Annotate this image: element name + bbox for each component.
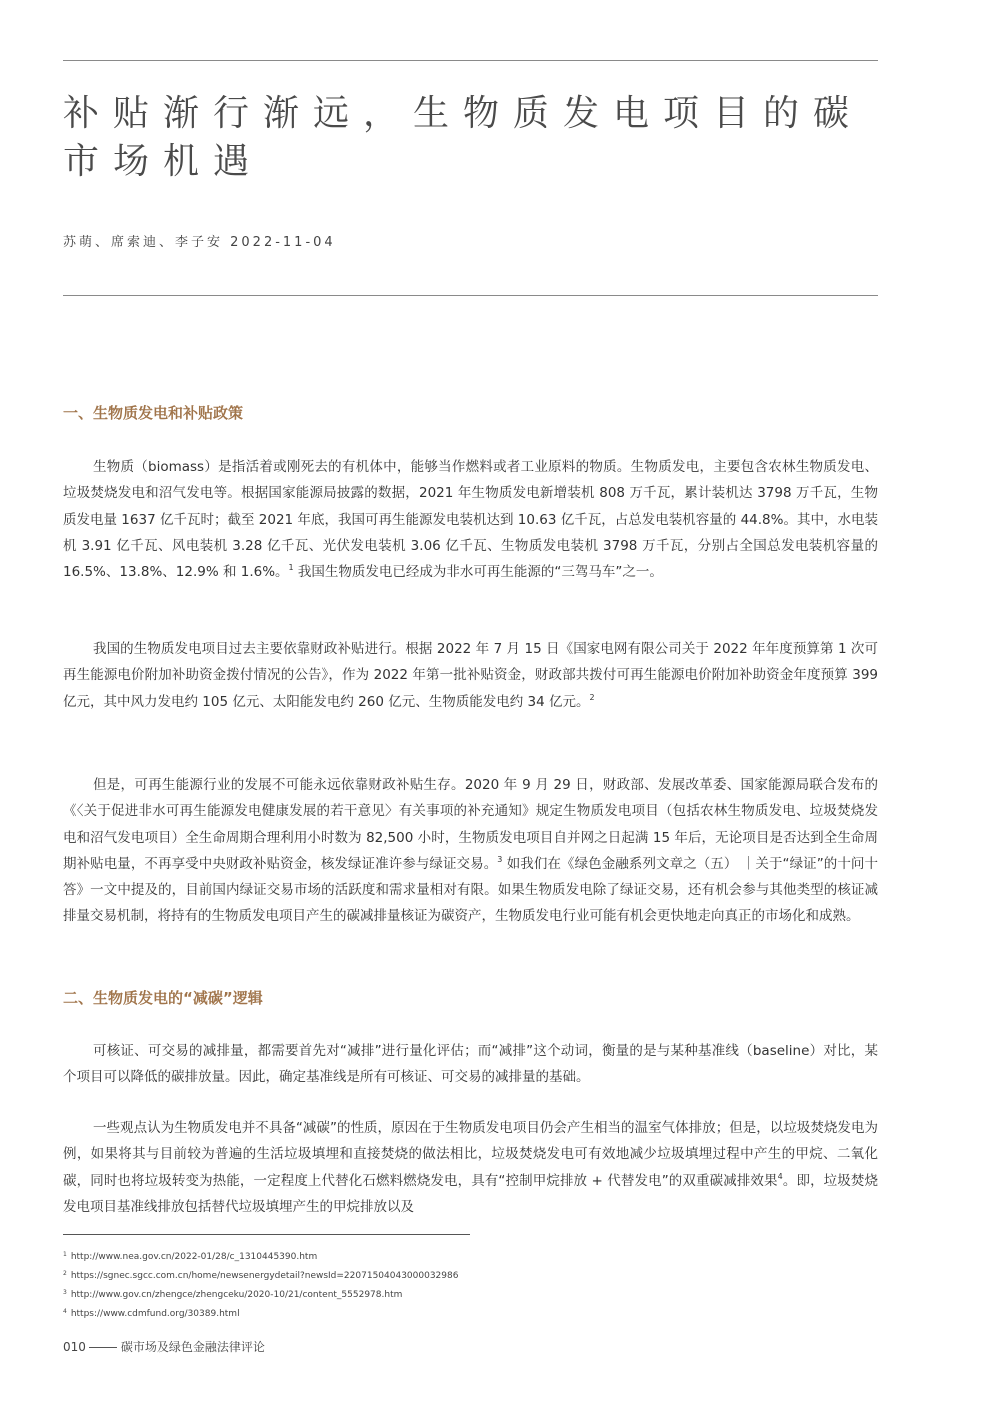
footnote-ref[interactable]: 3 (497, 854, 503, 864)
top-divider (63, 60, 878, 61)
footnote: $^2$ https://sgnec.sgcc.com.cn/home/newsenergydetail?newsId=22071504043000032986 (63, 1270, 459, 1281)
page-footer (63, 1338, 265, 1355)
footnote: $^1$ http://www.nea.gov.cn/2022-01/28/c_1310445390.htm (63, 1251, 318, 1262)
footnote-divider (63, 1234, 470, 1235)
footnote-ref[interactable]: 2 (589, 692, 595, 702)
publication-name: 碳市场及绿色金融法律评论 (120, 1340, 265, 1354)
footnote-ref[interactable]: 1 (288, 563, 294, 573)
paragraph: 但是，可再生能源行业的发展不可能永远依靠财政补贴生存。2020 年 9 月 29 日，财政部、发展改革委、国家能源局联合发布的《〈关于促进非水可再生能源发电健康发展的若干意见〉有关事项的补充通知》规定生物质发电项目（包括农林生物质发电、垃圾焚烧发电和沼气发电项目）全生命周期合理利用小时数为 82,500 小时，生物质发电项目自并网之日起满 15 年后，无论项目是否达到全生命周期补贴电量，不再享受中央财政补贴资金，核发绿证准许参与绿证交易。$^3$ 如我们在《绿色金融系列文章之（五） ｜关于“绿证”的十问十答》一文中提及的，目前国内绿证交易市场的活跃度和需求量相对有限。如果生物质发电除了绿证交易，还有机会参与其他类型的核证减排量交易机制，将持有的生物质发电项目产生的碳减排量核证为碳资产，生物质发电行业可能有机会更快地走向真正的市场化和成熟。 (63, 777, 879, 925)
footnote: $^4$ https://www.cdmfund.org/30389.html (63, 1308, 240, 1319)
paragraph: 我国的生物质发电项目过去主要依靠财政补贴进行。根据 2022 年 7 月 15 日《国家电网有限公司关于 2022 年年度预算第 1 次可再生能源电价附加补助资金拨付情况的公告》，作为 2022 年第一批补贴资金，财政部共拨付可再生能源电价附加补助资金年度预算 399 亿元，其中风力发电约 105 亿元、太阳能发电约 260 亿元、生物质能发电约 34 亿元。$^2$ (63, 641, 878, 710)
footnote-link[interactable]: https://www.cdmfund.org/30389.html (70, 1309, 240, 1319)
footnote-link[interactable]: http://www.gov.cn/zhengce/zhengceku/2020-10/21/content_5552978.htm (70, 1290, 403, 1300)
header-divider (63, 295, 878, 296)
page-number: 010 (63, 1340, 86, 1354)
section-heading: 二、生物质发电的“减碳”逻辑 (63, 989, 263, 1007)
paragraph: 可核证、可交易的减排量，都需要首先对“减排”进行量化评估；而“减排”这个动词，衡量的是与某种基准线（baseline）对比，某个项目可以降低的碳排放量。因此，确定基准线是所有可核证、可交易的减排量的基础。 (63, 1043, 878, 1086)
section-heading: 一、生物质发电和补贴政策 (63, 404, 244, 422)
footer-dash (89, 1347, 117, 1348)
article-title: 补贴渐行渐远，生物质发电项目的碳市场机遇 (63, 93, 864, 182)
article-byline: 苏萌、席索迪、李子安 2022-11-04 (63, 235, 336, 250)
paragraph: 生物质（biomass）是指活着或刚死去的有机体中，能够当作燃料或者工业原料的物质。生物质发电，主要包含农林生物质发电、垃圾焚烧发电和沼气发电等。根据国家能源局披露的数据，2021 年生物质发电新增装机 808 万千瓦，累计装机达 3798 万千瓦，生物质发电量 1637 亿千瓦时；截至 2021 年底，我国可再生能源发电装机达到 10.63 亿千瓦，占总发电装机容量的 44.8%。其中，水电装机 3.91 亿千瓦、风电装机 3.28 亿千瓦、光伏发电装机 3.06 亿千瓦、生物质发电装机 3798 万千瓦，分别占全国总发电装机容量的 16.5%、13.8%、12.9% 和 1.6%。$^1$ 我国生物质发电已经成为非水可再生能源的“三驾马车”之一。 (63, 459, 878, 581)
footnote: $^3$ http://www.gov.cn/zhengce/zhengceku/2020-10/21/content_5552978.htm (63, 1289, 403, 1300)
footnote-ref[interactable]: 4 (777, 1171, 783, 1181)
paragraph: 一些观点认为生物质发电并不具备“减碳”的性质，原因在于生物质发电项目仍会产生相当的温室气体排放；但是，以垃圾焚烧发电为例，如果将其与目前较为普遍的生活垃圾填埋和直接焚烧的做法相比，垃圾焚烧发电可有效地减少垃圾填埋过程中产生的甲烷、二氧化碳，同时也将垃圾转变为热能，一定程度上代替化石燃料燃烧发电，具有“控制甲烷排放 + 代替发电”的双重碳减排效果$^4$。即，垃圾焚烧发电项目基准线排放包括替代垃圾填埋产生的甲烷排放以及 (63, 1120, 878, 1215)
footnote-link[interactable]: https://sgnec.sgcc.com.cn/home/newsenergydetail?newsId=22071504043000032986 (70, 1271, 459, 1281)
footnote-link[interactable]: http://www.nea.gov.cn/2022-01/28/c_1310445390.htm (70, 1252, 318, 1262)
document-page (63, 0, 878, 1403)
